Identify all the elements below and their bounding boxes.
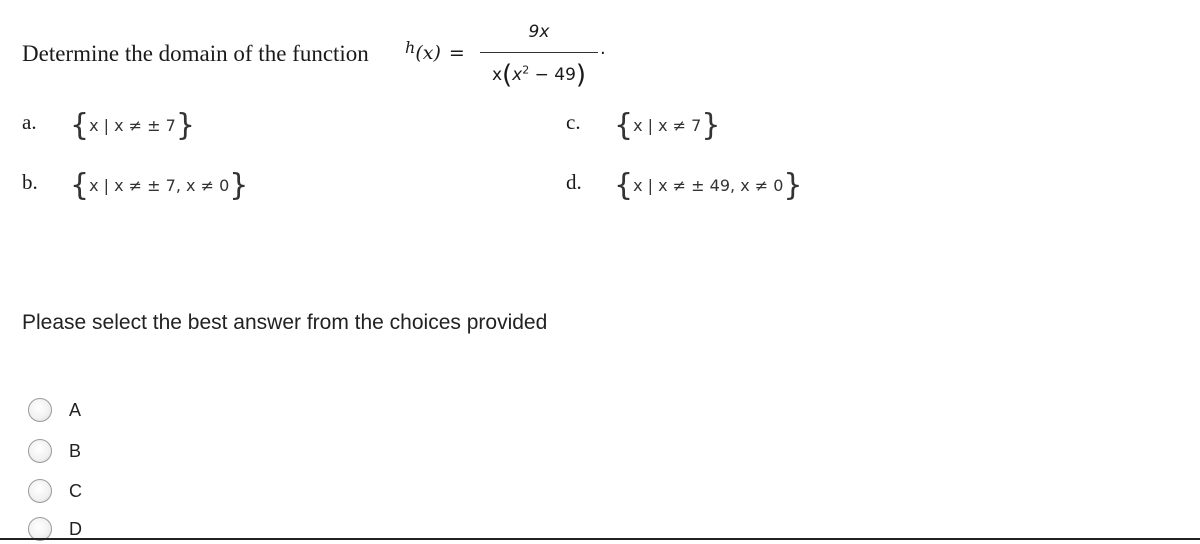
option-d-set bbox=[614, 168, 803, 203]
denominator-open-paren: ( bbox=[502, 60, 513, 90]
option-c-letter: c. bbox=[566, 110, 581, 134]
option-a-close-brace: } bbox=[175, 108, 195, 143]
option-c-set bbox=[614, 108, 720, 143]
choice-c-row[interactable] bbox=[28, 476, 82, 506]
answer-prompt: Please select the best answer from the choices provided bbox=[22, 311, 548, 334]
choice-b-radio[interactable] bbox=[28, 439, 52, 463]
option-b-close-brace: } bbox=[229, 168, 249, 203]
choice-b-row[interactable] bbox=[28, 436, 81, 466]
option-c-close-brace: } bbox=[701, 108, 721, 143]
option-c-open-brace: { bbox=[614, 108, 634, 143]
function-fraction bbox=[478, 14, 600, 90]
denominator-x: x bbox=[491, 65, 502, 85]
choice-c-radio[interactable] bbox=[28, 479, 52, 503]
function-name bbox=[405, 38, 465, 64]
choice-a-label[interactable]: A bbox=[69, 399, 82, 420]
denominator-close-paren: ) bbox=[575, 60, 587, 90]
choice-c-label[interactable]: C bbox=[69, 480, 82, 501]
denominator-inner: x bbox=[512, 65, 523, 85]
option-c-expression: x | x ≠ 7 bbox=[633, 116, 702, 135]
fraction-bar bbox=[480, 52, 598, 53]
option-a-set bbox=[70, 108, 195, 143]
option-a-letter: a. bbox=[22, 110, 37, 134]
option-d-letter: d. bbox=[566, 170, 582, 194]
denominator-rest: − 49 bbox=[529, 65, 576, 85]
denominator-exponent: 2 bbox=[522, 63, 530, 77]
bottom-divider bbox=[0, 538, 1200, 540]
choice-a-row[interactable] bbox=[28, 395, 81, 425]
option-a-expression: x | x ≠ ± 7 bbox=[89, 116, 176, 135]
choice-d-label[interactable]: D bbox=[69, 518, 82, 539]
fraction-denominator bbox=[478, 60, 600, 90]
question-text: Determine the domain of the function bbox=[22, 41, 369, 66]
option-d-close-brace: } bbox=[783, 168, 803, 203]
equals-sign: = bbox=[448, 42, 465, 64]
option-a-open-brace: { bbox=[70, 108, 90, 143]
choice-b-label[interactable]: B bbox=[69, 440, 82, 461]
function-symbol: h bbox=[405, 38, 416, 57]
option-b-open-brace: { bbox=[70, 168, 90, 203]
option-b-letter: b. bbox=[22, 170, 38, 194]
option-b-expression: x | x ≠ ± 7, x ≠ 0 bbox=[89, 176, 230, 195]
fraction-numerator: 9x bbox=[528, 22, 550, 42]
option-d-open-brace: { bbox=[614, 168, 634, 203]
option-d-expression: x | x ≠ ± 49, x ≠ 0 bbox=[633, 176, 784, 195]
option-b-set bbox=[70, 168, 248, 203]
function-argument: (x) bbox=[415, 42, 441, 64]
question-period: . bbox=[600, 38, 606, 59]
choice-a-radio[interactable] bbox=[28, 398, 52, 422]
